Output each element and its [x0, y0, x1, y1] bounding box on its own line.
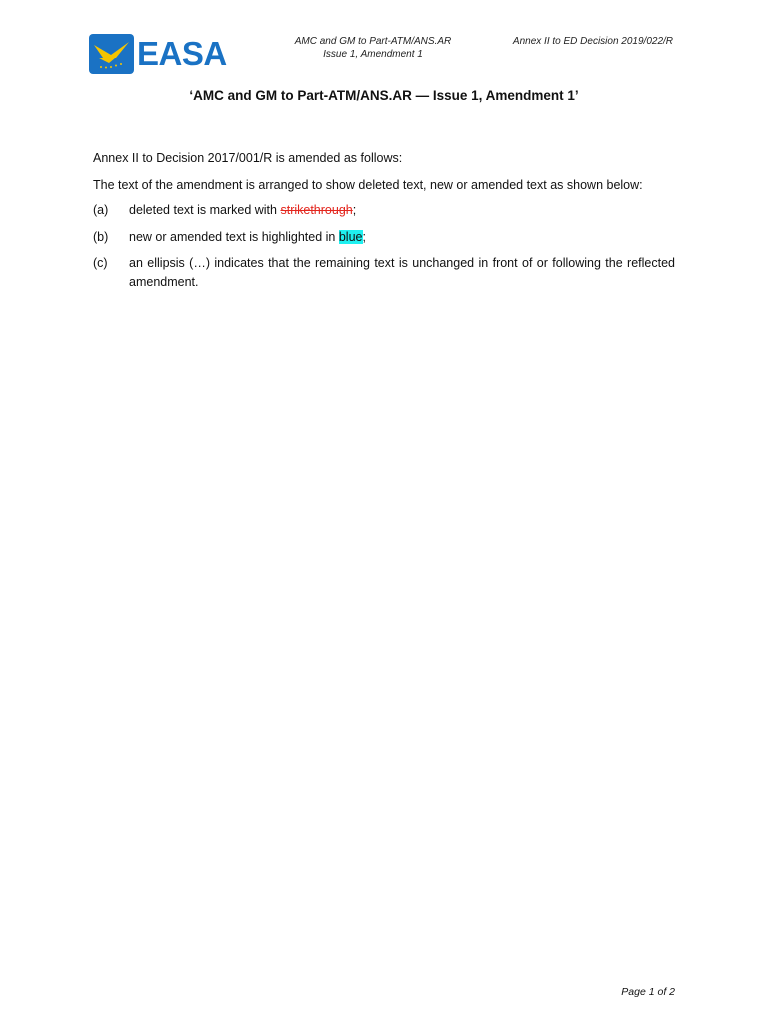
easa-logo [89, 33, 227, 74]
explanation-paragraph: The text of the amendment is arranged to show deleted text, new or amended text as shown below: [93, 178, 643, 192]
list-item-label: (b) [93, 230, 109, 244]
logo-wordmark: EASA [137, 34, 227, 72]
list-item [93, 254, 675, 292]
list-item-text-before: deleted text is marked with [129, 203, 281, 217]
list-item-text [129, 228, 675, 247]
list-item-text-after: ; [362, 230, 366, 244]
header-doc-issue: Issue 1, Amendment 1 [323, 49, 423, 60]
list-item-label: (c) [93, 256, 108, 270]
header-document-reference [258, 35, 488, 61]
intro-paragraph: Annex II to Decision 2017/001/R is amended as follows: [93, 151, 403, 165]
list-item-text-after: ; [352, 203, 357, 217]
list-item [93, 201, 675, 220]
list-item-text-before: new or amended text is highlighted in [129, 230, 339, 244]
list-item-label: (a) [93, 203, 109, 217]
strikethrough-sample: strikethrough [280, 203, 353, 217]
highlight-sample: blue [338, 230, 363, 244]
list-item-text [129, 201, 675, 220]
list-item-text: an ellipsis (…) indicates that the remaining text is unchanged in front of or following the reflected amendment. [129, 256, 675, 289]
easa-bird-icon [89, 34, 134, 74]
page-title: ‘AMC and GM to Part-ATM/ANS.AR — Issue 1, Amendment 1’ [189, 88, 579, 103]
list-item [93, 228, 675, 247]
page-number: Page 1 of 2 [621, 986, 675, 998]
header-doc-title: AMC and GM to Part-ATM/ANS.AR [294, 36, 452, 47]
header-annex-reference: Annex II to ED Decision 2019/022/R [512, 36, 673, 47]
